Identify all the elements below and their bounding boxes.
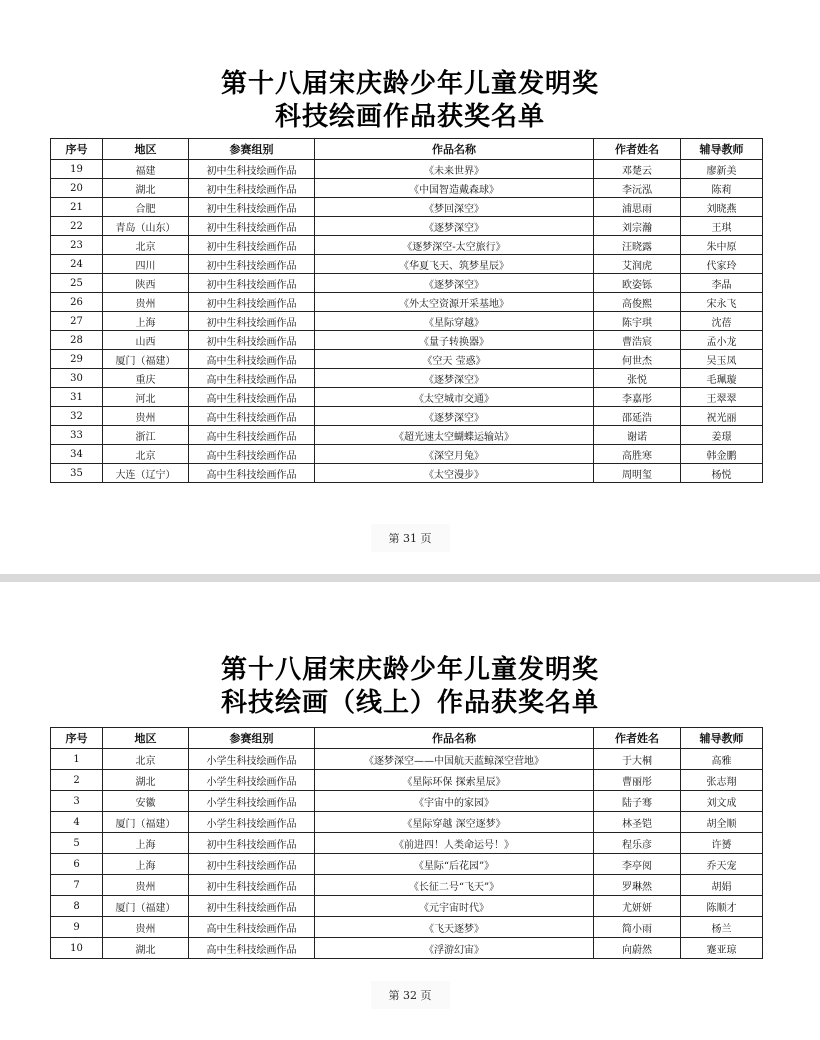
cell-teacher: 陈莉 xyxy=(681,179,763,198)
cell-index: 10 xyxy=(51,938,103,959)
table-row xyxy=(51,749,763,770)
cell-work-title: 《星际“后花园”》 xyxy=(315,854,594,875)
cell-region: 贵州 xyxy=(103,293,189,312)
cell-region: 重庆 xyxy=(103,369,189,388)
page-title xyxy=(0,654,820,720)
cell-region: 上海 xyxy=(103,854,189,875)
cell-work-title: 《长征二号“飞天”》 xyxy=(315,875,594,896)
cell-region: 厦门（福建） xyxy=(103,812,189,833)
cell-region: 湖北 xyxy=(103,770,189,791)
cell-category: 高中生科技绘画作品 xyxy=(189,407,315,426)
cell-author: 谢诺 xyxy=(594,426,681,445)
cell-region: 青岛（山东） xyxy=(103,217,189,236)
cell-author: 艾润虎 xyxy=(594,255,681,274)
cell-work-title: 《元宇宙时代》 xyxy=(315,896,594,917)
cell-category: 高中生科技绘画作品 xyxy=(189,369,315,388)
cell-author: 邓楚云 xyxy=(594,160,681,179)
cell-region: 四川 xyxy=(103,255,189,274)
cell-work-title: 《浮游幻宙》 xyxy=(315,938,594,959)
cell-index: 23 xyxy=(51,236,103,255)
cell-index: 6 xyxy=(51,854,103,875)
cell-category: 初中生科技绘画作品 xyxy=(189,854,315,875)
table-row xyxy=(51,331,763,350)
table-row xyxy=(51,236,763,255)
title-line-2: 科技绘画作品获奖名单 xyxy=(274,102,545,132)
table-row xyxy=(51,426,763,445)
table-row xyxy=(51,896,763,917)
cell-teacher: 高雅 xyxy=(681,749,763,770)
table-row xyxy=(51,160,763,179)
cell-author: 陈宇琪 xyxy=(594,312,681,331)
cell-region: 厦门（福建） xyxy=(103,896,189,917)
cell-category: 小学生科技绘画作品 xyxy=(189,791,315,812)
cell-work-title: 《飞天逐梦》 xyxy=(315,917,594,938)
cell-work-title: 《超光速太空蝴蝶运输站》 xyxy=(315,426,594,445)
page-number-label: 第 31 页 xyxy=(371,524,450,552)
cell-category: 初中生科技绘画作品 xyxy=(189,255,315,274)
cell-index: 29 xyxy=(51,350,103,369)
table-row xyxy=(51,179,763,198)
cell-author: 罗琳然 xyxy=(594,875,681,896)
column-header: 作者姓名 xyxy=(594,139,681,160)
cell-work-title: 《中国智造戴森球》 xyxy=(315,179,594,198)
cell-work-title: 《空天 莹惑》 xyxy=(315,350,594,369)
cell-author: 李嘉彤 xyxy=(594,388,681,407)
cell-work-title: 《太空城市交通》 xyxy=(315,388,594,407)
table-row xyxy=(51,217,763,236)
cell-teacher: 朱中原 xyxy=(681,236,763,255)
table-row xyxy=(51,917,763,938)
cell-index: 24 xyxy=(51,255,103,274)
cell-work-title: 《未来世界》 xyxy=(315,160,594,179)
cell-teacher: 吴玉凤 xyxy=(681,350,763,369)
cell-work-title: 《逐梦深空-太空旅行》 xyxy=(315,236,594,255)
table-header-row xyxy=(51,139,763,160)
cell-work-title: 《逐梦深空》 xyxy=(315,407,594,426)
cell-region: 上海 xyxy=(103,312,189,331)
page-number xyxy=(0,524,820,552)
cell-author: 浦思雨 xyxy=(594,198,681,217)
cell-index: 31 xyxy=(51,388,103,407)
table-row xyxy=(51,833,763,854)
cell-index: 1 xyxy=(51,749,103,770)
cell-category: 初中生科技绘画作品 xyxy=(189,198,315,217)
cell-category: 初中生科技绘画作品 xyxy=(189,236,315,255)
column-header: 作品名称 xyxy=(315,139,594,160)
cell-teacher: 王琪 xyxy=(681,217,763,236)
cell-work-title: 《星际环保 探索星辰》 xyxy=(315,770,594,791)
award-list-table xyxy=(50,138,763,483)
cell-work-title: 《华夏飞天、筑梦星辰》 xyxy=(315,255,594,274)
cell-author: 林圣铠 xyxy=(594,812,681,833)
cell-region: 福建 xyxy=(103,160,189,179)
cell-category: 初中生科技绘画作品 xyxy=(189,833,315,854)
cell-region: 合肥 xyxy=(103,198,189,217)
cell-work-title: 《逐梦深空》 xyxy=(315,274,594,293)
table-row xyxy=(51,464,763,483)
column-header: 序号 xyxy=(51,139,103,160)
table-row xyxy=(51,312,763,331)
cell-teacher: 祝光丽 xyxy=(681,407,763,426)
cell-teacher: 沈蓓 xyxy=(681,312,763,331)
column-header: 作品名称 xyxy=(315,728,594,749)
cell-region: 上海 xyxy=(103,833,189,854)
cell-index: 35 xyxy=(51,464,103,483)
table-row xyxy=(51,255,763,274)
cell-category: 初中生科技绘画作品 xyxy=(189,293,315,312)
table-row xyxy=(51,369,763,388)
cell-category: 初中生科技绘画作品 xyxy=(189,217,315,236)
cell-index: 7 xyxy=(51,875,103,896)
table-row xyxy=(51,770,763,791)
table-row xyxy=(51,854,763,875)
award-list-table xyxy=(50,727,763,959)
cell-work-title: 《外太空资源开采基地》 xyxy=(315,293,594,312)
cell-region: 山西 xyxy=(103,331,189,350)
cell-index: 3 xyxy=(51,791,103,812)
cell-index: 22 xyxy=(51,217,103,236)
cell-region: 贵州 xyxy=(103,875,189,896)
cell-author: 陆子骞 xyxy=(594,791,681,812)
page-divider xyxy=(0,574,820,582)
cell-region: 河北 xyxy=(103,388,189,407)
cell-index: 34 xyxy=(51,445,103,464)
cell-category: 小学生科技绘画作品 xyxy=(189,749,315,770)
cell-teacher: 姜璟 xyxy=(681,426,763,445)
cell-index: 33 xyxy=(51,426,103,445)
cell-teacher: 张志翔 xyxy=(681,770,763,791)
cell-work-title: 《逐梦深空》 xyxy=(315,369,594,388)
cell-index: 5 xyxy=(51,833,103,854)
column-header: 地区 xyxy=(103,728,189,749)
cell-index: 19 xyxy=(51,160,103,179)
cell-work-title: 《深空月兔》 xyxy=(315,445,594,464)
cell-author: 高俊熙 xyxy=(594,293,681,312)
table-row xyxy=(51,274,763,293)
cell-work-title: 《逐梦深空》 xyxy=(315,217,594,236)
cell-region: 湖北 xyxy=(103,938,189,959)
title-line-2: 科技绘画（线上）作品获奖名单 xyxy=(220,688,599,718)
cell-category: 高中生科技绘画作品 xyxy=(189,445,315,464)
cell-index: 25 xyxy=(51,274,103,293)
cell-work-title: 《梦回深空》 xyxy=(315,198,594,217)
cell-region: 厦门（福建） xyxy=(103,350,189,369)
title-line-1: 第十八届宋庆龄少年儿童发明奖 xyxy=(220,69,599,99)
cell-category: 初中生科技绘画作品 xyxy=(189,179,315,198)
table-row xyxy=(51,350,763,369)
cell-author: 李亭阅 xyxy=(594,854,681,875)
cell-author: 曹浩宸 xyxy=(594,331,681,350)
cell-author: 简小雨 xyxy=(594,917,681,938)
cell-author: 刘宗瀚 xyxy=(594,217,681,236)
cell-author: 欧姿铄 xyxy=(594,274,681,293)
document-page-32 xyxy=(0,582,820,1040)
cell-teacher: 陈顺才 xyxy=(681,896,763,917)
cell-category: 初中生科技绘画作品 xyxy=(189,160,315,179)
cell-category: 初中生科技绘画作品 xyxy=(189,331,315,350)
cell-index: 26 xyxy=(51,293,103,312)
cell-work-title: 《宇宙中的家园》 xyxy=(315,791,594,812)
cell-author: 于大桐 xyxy=(594,749,681,770)
cell-category: 小学生科技绘画作品 xyxy=(189,770,315,791)
cell-index: 4 xyxy=(51,812,103,833)
column-header: 辅导教师 xyxy=(681,139,763,160)
cell-region: 贵州 xyxy=(103,917,189,938)
cell-category: 初中生科技绘画作品 xyxy=(189,875,315,896)
page-title xyxy=(0,68,820,134)
cell-teacher: 杨兰 xyxy=(681,917,763,938)
cell-region: 北京 xyxy=(103,445,189,464)
column-header: 序号 xyxy=(51,728,103,749)
cell-author: 尤妍妍 xyxy=(594,896,681,917)
cell-teacher: 毛珮璇 xyxy=(681,369,763,388)
cell-category: 小学生科技绘画作品 xyxy=(189,812,315,833)
cell-category: 高中生科技绘画作品 xyxy=(189,350,315,369)
cell-teacher: 胡全顺 xyxy=(681,812,763,833)
table-row xyxy=(51,875,763,896)
cell-teacher: 许赟 xyxy=(681,833,763,854)
cell-region: 陕西 xyxy=(103,274,189,293)
cell-author: 程乐彦 xyxy=(594,833,681,854)
cell-teacher: 王翠翠 xyxy=(681,388,763,407)
cell-author: 邵延浩 xyxy=(594,407,681,426)
cell-region: 北京 xyxy=(103,749,189,770)
cell-index: 32 xyxy=(51,407,103,426)
table-row xyxy=(51,407,763,426)
cell-work-title: 《星际穿越 深空逐梦》 xyxy=(315,812,594,833)
cell-author: 汪晓露 xyxy=(594,236,681,255)
column-header: 参赛组别 xyxy=(189,139,315,160)
cell-index: 21 xyxy=(51,198,103,217)
cell-region: 北京 xyxy=(103,236,189,255)
column-header: 参赛组别 xyxy=(189,728,315,749)
cell-category: 初中生科技绘画作品 xyxy=(189,274,315,293)
cell-index: 2 xyxy=(51,770,103,791)
table-header-row xyxy=(51,728,763,749)
cell-author: 向蔚然 xyxy=(594,938,681,959)
cell-index: 8 xyxy=(51,896,103,917)
column-header: 辅导教师 xyxy=(681,728,763,749)
table-row xyxy=(51,791,763,812)
cell-author: 周明玺 xyxy=(594,464,681,483)
cell-teacher: 廖新美 xyxy=(681,160,763,179)
table-row xyxy=(51,812,763,833)
table-row xyxy=(51,198,763,217)
cell-author: 张悦 xyxy=(594,369,681,388)
cell-teacher: 李晶 xyxy=(681,274,763,293)
cell-index: 30 xyxy=(51,369,103,388)
cell-teacher: 胡娟 xyxy=(681,875,763,896)
page-number-label: 第 32 页 xyxy=(371,981,450,1009)
cell-author: 曹丽彤 xyxy=(594,770,681,791)
cell-work-title: 《星际穿越》 xyxy=(315,312,594,331)
cell-author: 李沅泓 xyxy=(594,179,681,198)
cell-region: 湖北 xyxy=(103,179,189,198)
cell-teacher: 孟小龙 xyxy=(681,331,763,350)
cell-category: 初中生科技绘画作品 xyxy=(189,312,315,331)
cell-category: 高中生科技绘画作品 xyxy=(189,917,315,938)
cell-teacher: 杨悦 xyxy=(681,464,763,483)
cell-index: 28 xyxy=(51,331,103,350)
cell-category: 高中生科技绘画作品 xyxy=(189,464,315,483)
cell-index: 20 xyxy=(51,179,103,198)
cell-teacher: 蹇亚琼 xyxy=(681,938,763,959)
table-row xyxy=(51,938,763,959)
cell-region: 大连（辽宁） xyxy=(103,464,189,483)
cell-teacher: 宋永飞 xyxy=(681,293,763,312)
cell-region: 浙江 xyxy=(103,426,189,445)
table-row xyxy=(51,445,763,464)
cell-category: 初中生科技绘画作品 xyxy=(189,896,315,917)
cell-teacher: 乔天宠 xyxy=(681,854,763,875)
cell-region: 安徽 xyxy=(103,791,189,812)
cell-teacher: 刘晓燕 xyxy=(681,198,763,217)
cell-teacher: 刘文成 xyxy=(681,791,763,812)
cell-work-title: 《逐梦深空——中国航天蓝鲸深空营地》 xyxy=(315,749,594,770)
cell-teacher: 代家玲 xyxy=(681,255,763,274)
cell-author: 高胜寒 xyxy=(594,445,681,464)
cell-work-title: 《量子转换器》 xyxy=(315,331,594,350)
cell-work-title: 《前进四！人类命运号！》 xyxy=(315,833,594,854)
cell-work-title: 《太空漫步》 xyxy=(315,464,594,483)
cell-category: 高中生科技绘画作品 xyxy=(189,426,315,445)
cell-category: 高中生科技绘画作品 xyxy=(189,388,315,407)
table-row xyxy=(51,388,763,407)
title-line-1: 第十八届宋庆龄少年儿童发明奖 xyxy=(220,655,599,685)
cell-teacher: 韩金鹏 xyxy=(681,445,763,464)
cell-category: 高中生科技绘画作品 xyxy=(189,938,315,959)
cell-index: 9 xyxy=(51,917,103,938)
cell-author: 何世杰 xyxy=(594,350,681,369)
column-header: 地区 xyxy=(103,139,189,160)
cell-region: 贵州 xyxy=(103,407,189,426)
cell-index: 27 xyxy=(51,312,103,331)
table-row xyxy=(51,293,763,312)
column-header: 作者姓名 xyxy=(594,728,681,749)
page-number xyxy=(0,981,820,1009)
